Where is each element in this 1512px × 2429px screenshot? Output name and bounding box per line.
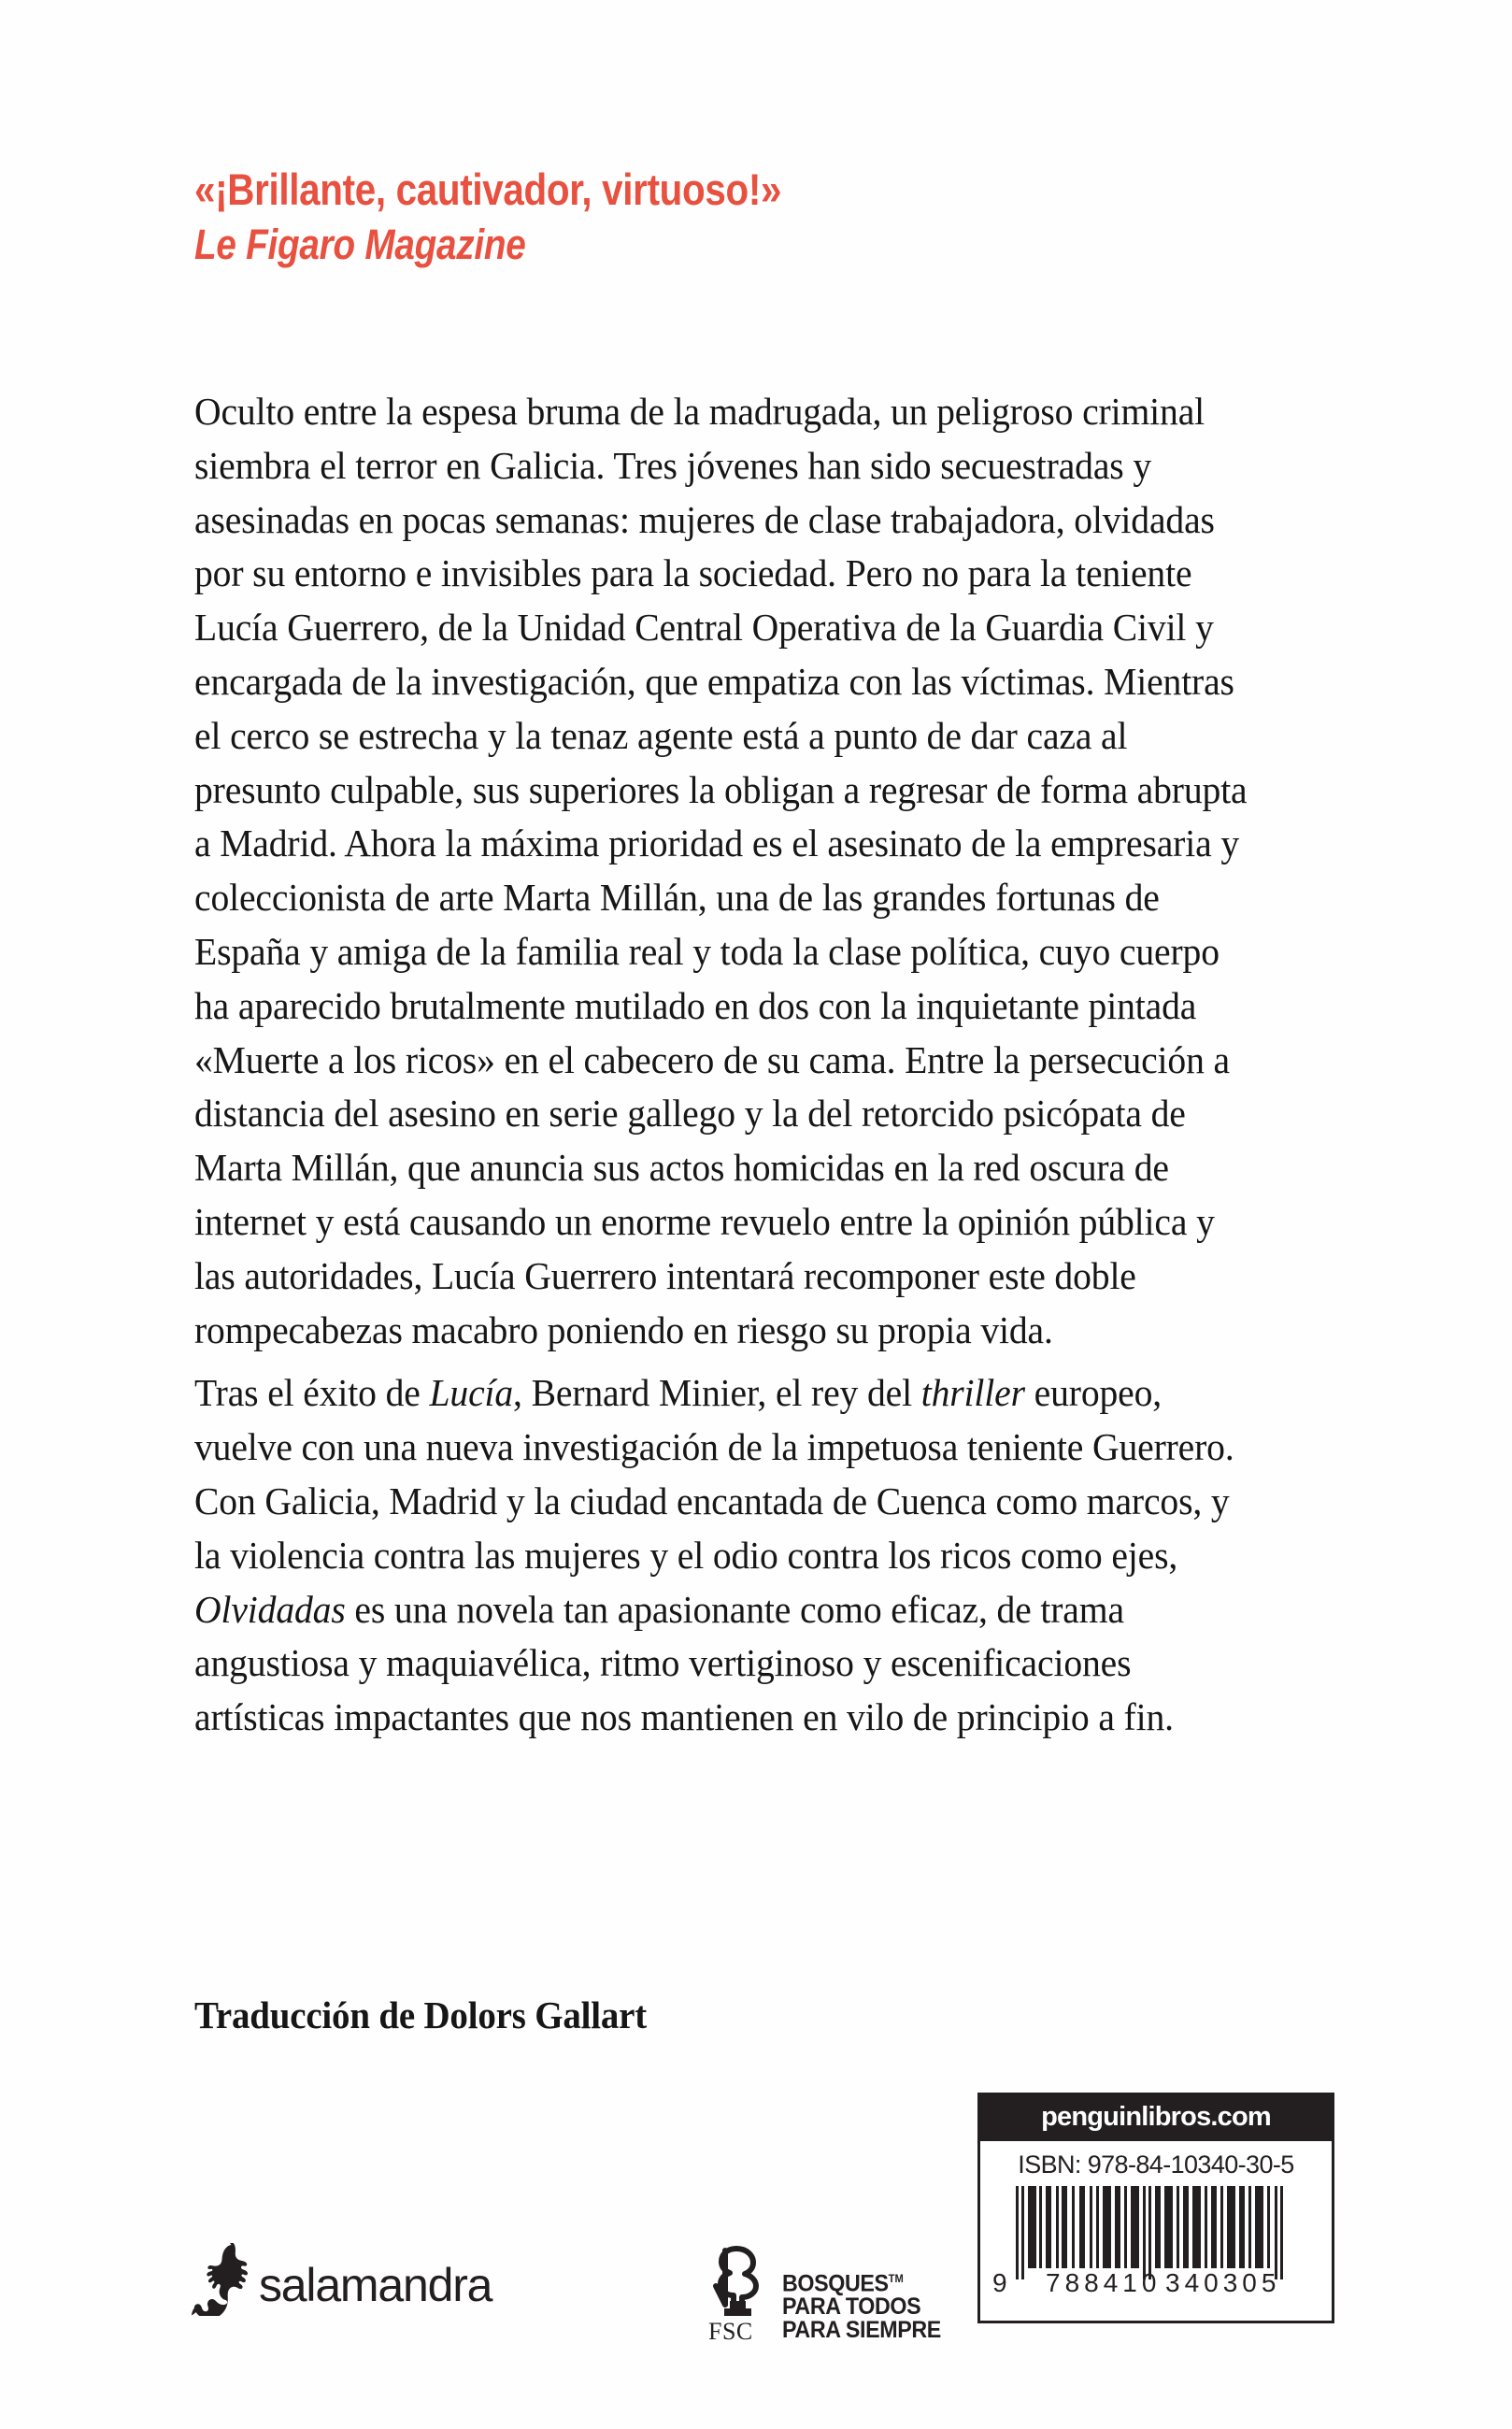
barcode-bars — [1016, 2186, 1296, 2279]
translator-credit: Traducción de Dolors Gallart — [194, 1993, 648, 2036]
blurb-p2-title-lucia: Lucía — [429, 1371, 514, 1415]
publisher-website-bar: penguinlibros.com — [980, 2095, 1332, 2141]
fsc-mark-wrapper — [708, 2243, 774, 2344]
cover-footer — [0, 2065, 1512, 2383]
fsc-abbr-label: FSC — [708, 2318, 753, 2345]
blurb-text — [194, 385, 1311, 1754]
blurb-p2-title-olvidadas: Olvidadas — [194, 1587, 346, 1631]
fsc-tree-checkmark-icon — [712, 2243, 777, 2320]
barcode-digits — [992, 2268, 1305, 2298]
blurb-p2-seg-d: es una novela tan apasionante como eficaz, de trama angustiosa y maquiavélica, ritmo vertiginoso y escenificaciones artísticas impactantes que nos mantienen en vilo de principio a fin. — [194, 1587, 1174, 1739]
fsc-slogan — [782, 2267, 941, 2342]
pull-quote-block — [194, 164, 1297, 270]
publisher-logo — [190, 2243, 492, 2316]
barcode-left-group: 788410 — [1046, 2268, 1162, 2297]
barcode-box — [977, 2093, 1334, 2323]
blurb-p2-seg-a: Tras el éxito de — [194, 1371, 430, 1415]
fsc-slogan-line-3: PARA SIEMPRE — [782, 2317, 941, 2343]
barcode-right-group: 340305 — [1165, 2268, 1281, 2297]
fsc-logo — [708, 2243, 953, 2344]
fsc-slogan-line-2: PARA TODOS — [782, 2293, 921, 2320]
blurb-paragraph-1: Oculto entre la espesa bruma de la madrugada, un peligroso criminal siembra el terror en Galicia. Tres jóvenes han sido secuestradas y asesinadas en pocas semanas: mujeres de clase trabajadora, olvidadas por su entorno e invisibles para la sociedad. Pero no para la teniente Lucía Guerrero, de la Unidad Central Operativa de la Guardia Civil y encargada de la investigación, que empatiza con las víctimas. Mientras el cerco se estrecha y la tenaz agente está a punto de dar caza al presunto culpable, sus superiores la obligan a regresar de forma abrupta a Madrid. Ahora la máxima prioridad es el asesinato de la empresaria y coleccionista de arte Marta Millán, una de las grandes fortunas de España y amiga de la familia real y toda la clase política, cuyo cuerpo ha aparecido brutalmente mutilado en dos con la inquietante pintada «Muerte a los ricos» en el cabecero de su cama. Entre la persecución a distancia del asesino en serie gallego y la del retorcido psicópata de Marta Millán, que anuncia sus actos homicidas en la red oscura de internet y está causando un enorme revuelo entre la opinión pública y las autoridades, Lucía Guerrero intentará recomponer este doble rompecabezas macabro poniendo en riesgo su propia vida. — [194, 390, 1248, 1351]
fsc-slogan-line-1 — [782, 2267, 941, 2295]
pull-quote-source: Le Figaro Magazine — [194, 220, 526, 268]
publisher-name: salamandra — [259, 2259, 492, 2311]
blurb-p2-seg-c: europeo, vuelve con una nueva investigación de la impetuosa teniente Guerrero. Con Galicia, Madrid y la ciudad encantada de Cuenca como marcos, y la violencia contra las mujeres y el odio contra los ricos como ejes, — [194, 1371, 1234, 1577]
fsc-trademark-symbol: TM — [888, 2271, 904, 2285]
barcode-lead-digit: 9 — [992, 2268, 1007, 2297]
salamander-icon — [190, 2243, 248, 2316]
blurb-p2-word-thriller: thriller — [920, 1371, 1025, 1415]
ean13-barcode — [992, 2186, 1296, 2298]
pull-quote-text: «¡Brillante, cautivador, virtuoso!» — [194, 164, 782, 214]
blurb-paragraph-2 — [194, 1366, 1261, 1745]
isbn-label: ISBN: 978-84-10340-30-5 — [1018, 2150, 1294, 2179]
blurb-p2-seg-b: , Bernard Minier, el rey del — [513, 1371, 921, 1415]
fsc-line1-text: BOSQUES — [782, 2270, 889, 2296]
